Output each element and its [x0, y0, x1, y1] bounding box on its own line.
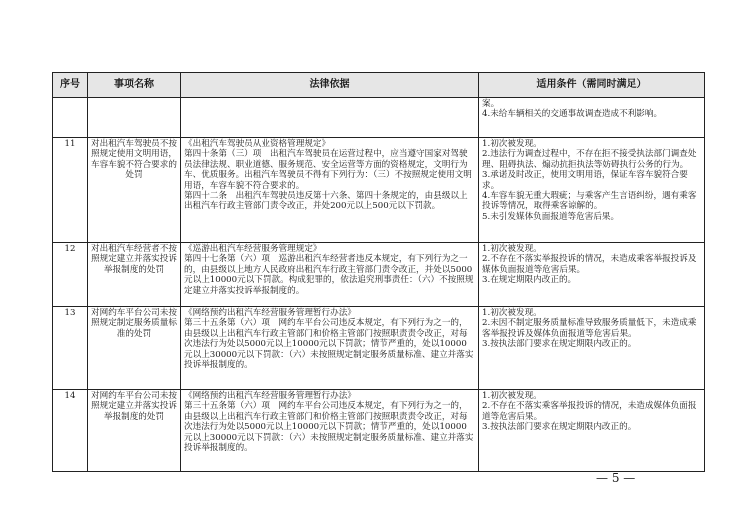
condition-text: 2.违法行为调查过程中，不存在拒不接受执法部门调查处理、阻碍执法、煽动抗拒执法等妨碍执行公务的行为。	[482, 149, 697, 170]
basis-text: 《网络预约出租汽车经营服务管理暂行办法》	[184, 308, 356, 318]
cell-conditions	[479, 243, 705, 307]
condition-text: 3.承诺及时改正，使用文明用语，保证车容车貌符合要求。	[482, 170, 688, 191]
table-row	[53, 307, 705, 390]
header-item-name: 事项名称	[88, 73, 181, 98]
basis-text: 《网络预约出租汽车经营服务管理暂行办法》	[184, 391, 356, 401]
cell-index: 14	[53, 390, 88, 472]
cell-conditions	[479, 98, 705, 138]
cell-basis	[181, 390, 479, 472]
table-row	[53, 243, 705, 307]
header-legal-basis: 法律依据	[181, 73, 479, 98]
cell-name	[88, 98, 181, 138]
condition-text: 案。	[482, 99, 500, 109]
condition-text: 2.不存在不落实举报投诉的情况，未造成乘客举报投诉及媒体负面报道等危害后果。	[482, 254, 697, 275]
condition-text: 3.按执法部门要求在规定期限内改正的。	[482, 422, 637, 433]
cell-index: 13	[53, 307, 88, 390]
condition-text: 2.不存在不落实乘客举报投诉的情况，未造成媒体负面报道等危害后果。	[482, 401, 697, 422]
condition-text: 1.初次被发现。	[482, 139, 542, 149]
condition-text: 3.在规定期限内改正的。	[482, 275, 577, 286]
table-row	[53, 138, 705, 243]
table-header-row	[53, 73, 705, 98]
cell-index: 12	[53, 243, 88, 307]
regulation-table	[52, 72, 705, 472]
condition-text: 3.按执法部门要求在规定期限内改正的。	[482, 339, 637, 350]
condition-text: 1.初次被发现。	[482, 244, 542, 254]
table-row-continued	[53, 98, 705, 138]
condition-text: 2.未因不制定服务质量标准导致服务质量低下，未造成乘客举报投诉及媒体负面报道等危害后果。	[482, 318, 697, 339]
cell-index	[53, 98, 88, 138]
cell-conditions	[479, 307, 705, 390]
basis-text: 第三十五条第（六）项 网约车平台公司违反本规定，有下列行为之一的，由县级以上出租汽车行政主管部门和价格主管部门按照职责责令改正，对每次违法行为处以5000元以上10000元以下罚款；情节严重的，处以10000元以上30000元以下罚款：（六）未按照规定制定服务质量标准、建立并落实投诉举报制度的。	[184, 401, 474, 454]
cell-conditions	[479, 390, 705, 472]
condition-text: 4.未给车辆相关的交通事故调查造成不利影响。	[482, 109, 663, 120]
condition-text: 4.车容车貌无重大瑕疵；与乘客产生言语纠纷，遇有乘客投诉等情况，取得乘客谅解的。	[482, 191, 697, 212]
header-index: 序号	[53, 73, 88, 98]
cell-basis	[181, 138, 479, 243]
basis-text: 第三十五条第（六）项 网约车平台公司违反本规定，有下列行为之一的，由县级以上出租汽车行政主管部门和价格主管部门按照职责责令改正，对每次违法行为处以5000元以上10000元以下罚款；情节严重的，处以10000元以上30000元以下罚款：（六）未按照规定制定服务质量标准、建立并落实投诉举报制度的。	[184, 318, 474, 371]
cell-name: 对出租汽车驾驶员不按照规定使用文明用语，车容车貌不符合要求的处罚	[88, 138, 181, 243]
cell-name: 对网约车平台公司未按照规定建立并落实投诉举报制度的处罚	[88, 390, 181, 472]
basis-text: 第四十七条第（六）项 巡游出租汽车经营者违反本规定，有下列行为之一的，由县级以上地方人民政府出租汽车行政主管部门责令改正，并处以5000元以上10000元以下罚款。构成犯罪的，依法追究刑事责任：（六）不按照规定建立并落实投诉举报制度的。	[184, 254, 474, 296]
basis-text: 第四十条第（三）项 出租汽车驾驶员在运营过程中，应当遵守国家对驾驶员法律法规、职业道德、服务规范、安全运营等方面的资格规定，文明行为车、优质服务。出租汽车驾驶员不得有下列行为：（三）不按照规定使用文明用语，车容车貌不符合要求的。	[184, 149, 472, 191]
basis-text: 第四十二条 出租汽车驾驶员违反第十六条、第四十条规定的，由县级以上出租汽车行政主管部门责令改正，并处200元以上500元以下罚款。	[184, 191, 468, 212]
cell-index: 11	[53, 138, 88, 243]
table-row	[53, 390, 705, 472]
cell-name: 对网约车平台公司未按照规定制定服务质量标准的处罚	[88, 307, 181, 390]
cell-basis	[181, 243, 479, 307]
condition-text: 5.未引发媒体负面报道等危害后果。	[482, 211, 620, 222]
condition-text: 1.初次被发现。	[482, 308, 542, 318]
cell-basis	[181, 307, 479, 390]
page-number: — 5 —	[596, 471, 636, 485]
condition-text: 1.初次被发现。	[482, 391, 542, 401]
cell-basis	[181, 98, 479, 138]
cell-conditions	[479, 138, 705, 243]
basis-text: 《出租汽车驾驶员从业资格管理规定》	[184, 139, 331, 149]
cell-name: 对出租汽车经营者不按照规定建立并落实投诉举报制度的处罚	[88, 243, 181, 307]
header-conditions: 适用条件（需同时满足）	[479, 73, 705, 98]
basis-text: 《巡游出租汽车经营服务管理规定》	[184, 244, 322, 254]
